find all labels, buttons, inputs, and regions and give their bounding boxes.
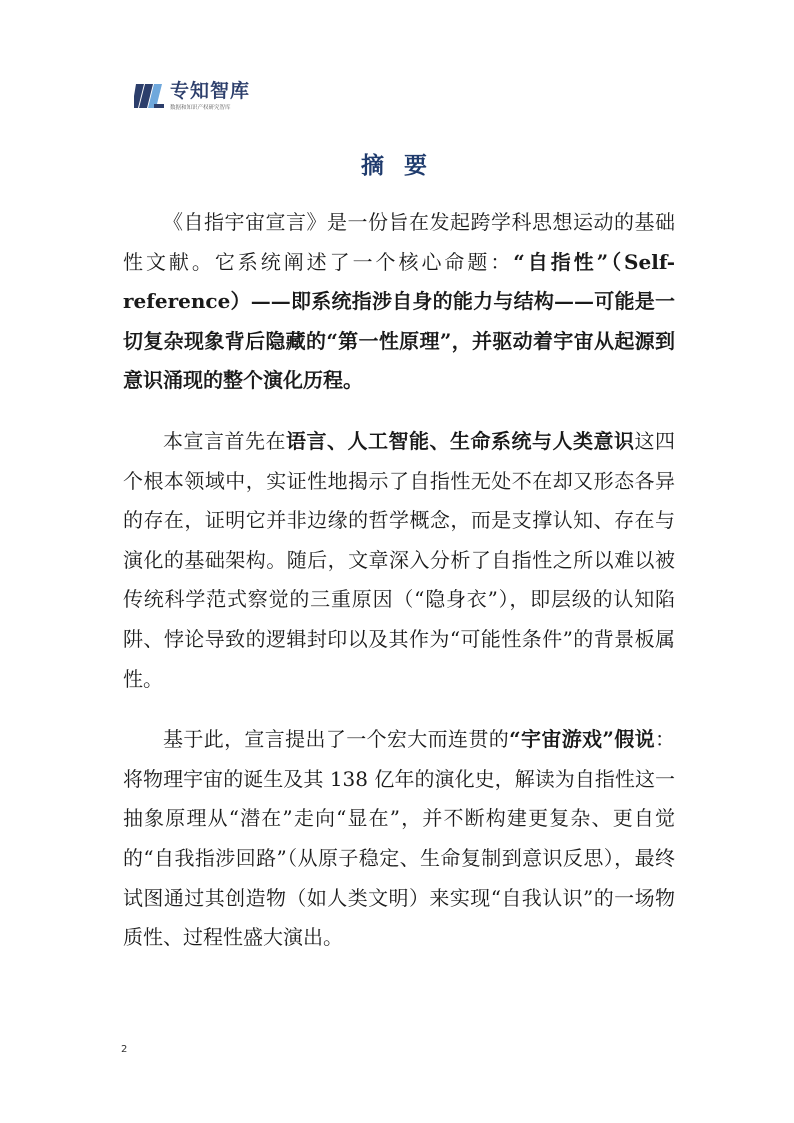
paragraph-emphasis: “宇宙游戏”假说	[509, 727, 655, 752]
abstract-paragraph-3	[123, 720, 675, 958]
paragraph-text: 本宣言首先在	[163, 428, 286, 453]
logo-name: 专知智库	[170, 80, 251, 102]
header-logo	[134, 80, 250, 112]
paragraph-emphasis: 语言、人工智能、生命系统与人类意识	[286, 428, 635, 453]
zhuanzhi-logo-icon	[134, 80, 164, 112]
logo-tagline: 数据和知识产权研究智库	[170, 105, 231, 111]
page-title: 摘 要	[360, 153, 433, 179]
abstract-body	[123, 203, 675, 958]
paragraph-text: 《自指宇宙宣言》是一份旨在发起跨学科思想运动的基础性文献。它系统阐述了一个核心命题：	[123, 210, 675, 274]
page-number: 2	[121, 1044, 128, 1055]
abstract-paragraph-2	[123, 422, 675, 699]
paragraph-text: 基于此，宣言提出了一个宏大而连贯的	[163, 727, 510, 752]
paragraph-text: ：将物理宇宙的诞生及其 138 亿年的演化史，解读为自指性这一抽象原理从“潜在”走向“显在”，并不断构建更复杂、更自觉的“自我指涉回路”（从原子稳定、生命复制到意识反思），最终试图通过其创造物（如人类文明）来实现“自我认识”的一场物质性、过程性盛大演出。	[123, 727, 675, 950]
abstract-paragraph-1	[123, 203, 675, 401]
paragraph-emphasis: “自指性”（Self-reference）——即系统指涉自身的能力与结构——可能是一切复杂现象背后隐藏的“第一性原理”，并驱动着宇宙从起源到意识涌现的整个演化历程。	[123, 249, 676, 393]
paragraph-text: 这四个根本领域中，实证性地揭示了自指性无处不在却又形态各异的存在，证明它并非边缘的哲学概念，而是支撑认知、存在与演化的基础架构。随后，文章深入分析了自指性之所以难以被传统科学范式察觉的三重原因（“隐身衣”），即层级的认知陷阱、悖论导致的逻辑封印以及其作为“可能性条件”的背景板属性。	[123, 428, 675, 691]
